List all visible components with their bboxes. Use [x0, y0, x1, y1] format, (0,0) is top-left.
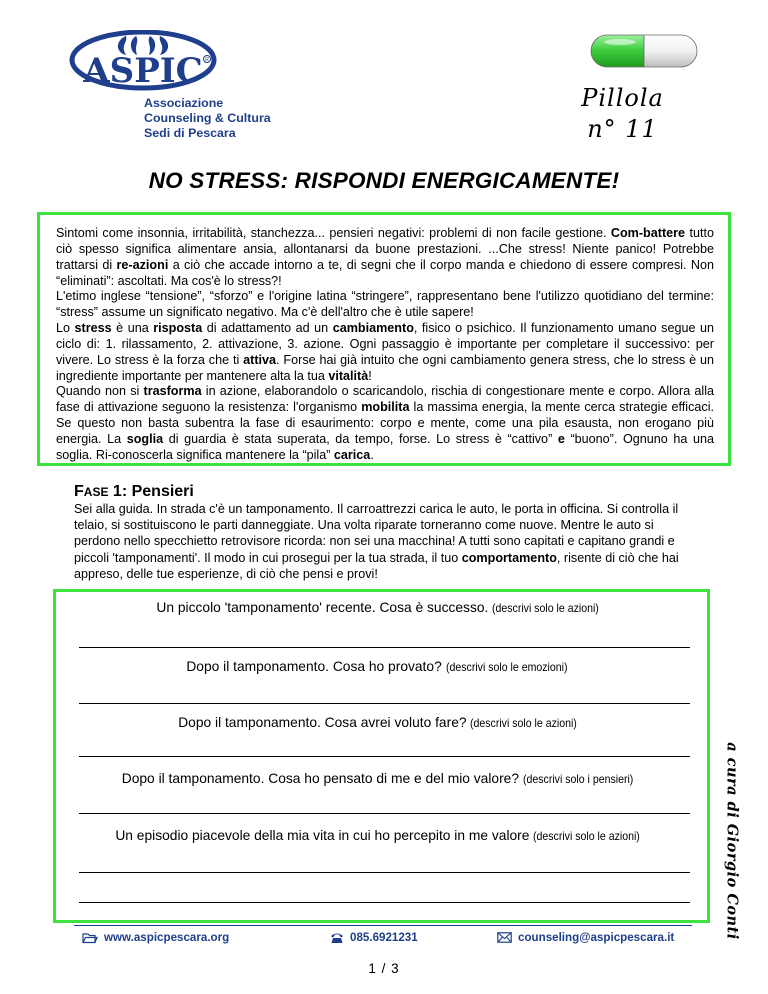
bold-text: carica	[333, 447, 371, 462]
text-run: Sei alla guida. In strada c'è un tamponamento. Il carroattrezzi carica le auto, le porta in officina. Si controlla il telaio, si sostituiscono le parti danneggiate. Una volta riparate torneranno come nuove. Mentre le auto si perdono nello specchietto retrovisore ricorda: non sei una macchina! A tutti sono capitati e capitano grandi e piccoli 'tamponamenti'. Il modo in cui prosegui per la tua strada, il tuo	[74, 502, 679, 565]
pillola-number: n° 11	[587, 115, 658, 143]
fase-text	[74, 501, 699, 582]
question-1-hint: (descrivi solo le azioni)	[492, 601, 600, 615]
pillola-label	[520, 83, 725, 145]
logo-subtitle	[144, 96, 271, 141]
question-3-text: Dopo il tamponamento. Cosa avrei voluto fare?	[178, 715, 467, 730]
text-run: di guardia è stata superata, da tempo, forse. Lo stress è “cattivo”	[163, 431, 558, 446]
bold-text: re-azioni	[116, 257, 169, 272]
text-run: Lo	[56, 321, 75, 336]
text-run: “buono”. Ognuno ha una soglia. Ri-conoscerla significa mantenere la “pila”	[56, 431, 714, 462]
envelope-icon	[497, 932, 512, 943]
question-5-text: Un episodio piacevole della mia vita in cui ho percepito in me valore	[115, 828, 530, 843]
answer-line-4[interactable]	[79, 813, 690, 814]
answer-line-2[interactable]	[79, 703, 690, 704]
intro-paragraph-1	[56, 226, 714, 289]
fase-title-initial: F	[74, 483, 84, 500]
text-run: in azione, elaborandolo o scaricandolo, rischia di congestionare mente e corpo. Allora alla fase di attivazione seguono la resistenza: l'organismo	[56, 384, 715, 415]
author-credit	[722, 742, 742, 940]
intro-paragraph-3	[56, 321, 714, 384]
text-run: a ciò che accade intorno a te, di segni che il corpo manda e chiedono di essere compresi. Non “eliminati”: ascoltati. Ma cos'è lo stress?!	[56, 257, 715, 288]
bold-text: mobilita	[361, 400, 410, 415]
question-4-hint: (descrivi solo i pensieri)	[522, 772, 634, 786]
intro-box	[37, 212, 731, 466]
text-run: , fisico o psichico. Il funzionamento umano segue un ciclo di: 1. rilassamento, 2. attivazione, 3. azione. Ogni passaggio è importante per completare il successivo: per vivere. Lo stress è la forza che ti	[56, 321, 714, 367]
text-run: .	[370, 447, 374, 462]
question-2-hint: (descrivi solo le emozioni)	[445, 660, 568, 674]
fase-title-number: 1: Pensieri	[112, 483, 194, 500]
answer-line-3[interactable]	[79, 756, 690, 757]
question-5-hint: (descrivi solo le azioni)	[533, 829, 641, 843]
question-5	[60, 828, 710, 843]
bold-text: stress	[74, 321, 112, 336]
page-title: NO STRESS: RISPONDI ENERGICAMENTE!	[148, 168, 620, 193]
bold-text: e	[557, 431, 565, 446]
footer-website[interactable]	[82, 931, 229, 944]
text-run: la massima energia, la mente cerca strategie efficaci. Se questo non basta subentra la fase di esaurimento: corpo e mente, come una pila esausta, non erogano più energia. La	[56, 400, 714, 446]
text-run: !	[368, 368, 372, 383]
folder-icon	[82, 932, 98, 944]
text-run: tutto ciò spesso significa alimentare ansia, allontanarsi da buone prestazioni. ...Che stress! Niente panico! Potrebbe trattarsi di	[56, 226, 714, 272]
footer-email[interactable]	[497, 931, 674, 944]
question-4-text: Dopo il tamponamento. Cosa ho pensato di me e del mio valore?	[121, 771, 520, 786]
text-run: Sintomi come insonnia, irritabilità, stanchezza... pensieri negativi: problemi di non facile gestione.	[56, 226, 611, 240]
bold-text: trasforma	[143, 384, 202, 399]
author-credit-text: a cura di Giorgio Conti	[723, 742, 741, 940]
svg-text:R: R	[205, 57, 209, 63]
text-run: è una	[111, 321, 154, 336]
answer-line-1[interactable]	[79, 647, 690, 648]
pillola-title: Pillola	[581, 84, 664, 112]
logo-sub-line-3: Sedi di Pescara	[144, 126, 236, 140]
question-3-hint: (descrivi solo le azioni)	[470, 716, 578, 730]
question-2-text: Dopo il tamponamento. Cosa ho provato?	[186, 659, 442, 674]
text-run: di adattamento ad un	[202, 321, 333, 336]
answer-line-6[interactable]	[79, 902, 690, 903]
footer-phone[interactable]	[330, 931, 418, 944]
logo-sub-line-1: Associazione	[144, 96, 224, 110]
bold-text: Com-battere	[610, 226, 686, 240]
bold-text: risposta	[153, 321, 203, 336]
text-run: Quando non si	[56, 384, 144, 399]
phone-icon	[330, 932, 344, 944]
bold-text: cambiamento	[332, 321, 414, 336]
logo-text: ASPIC	[83, 51, 203, 91]
footer-email-text[interactable]: counseling@aspicpescara.it	[518, 931, 675, 944]
bold-text: vitalità	[328, 368, 369, 383]
intro-paragraph-2	[56, 289, 714, 321]
footer-phone-text[interactable]: 085.6921231	[350, 931, 418, 944]
bold-text: attiva	[243, 352, 277, 367]
bold-text: comportamento	[461, 550, 557, 565]
bold-text: soglia	[126, 431, 164, 446]
page-number: 1 / 3	[368, 961, 400, 976]
logo-sub-line-2: Counseling & Cultura	[144, 111, 271, 125]
answer-line-5[interactable]	[79, 872, 690, 873]
fase-title	[74, 483, 194, 501]
fase-title-smallcaps: ASE	[83, 485, 109, 499]
footer-website-text[interactable]: www.aspicpescara.org	[104, 931, 230, 944]
question-2	[60, 659, 710, 674]
question-4	[60, 771, 710, 786]
text-run: L'etimo inglese “tensione”, “sforzo” e l'origine latina “stringere”, rappresentano bene l'utilizzo quotidiano del termine: “stress” assume un significato negativo. Ma c'è dell'altro che è utile sapere!	[56, 289, 714, 320]
aspic-logo	[68, 30, 298, 142]
text-run: . Forse hai già intuito che ogni cambiamento genera stress, che lo stress è un ingrediente importante per mantenere alta la tua	[56, 352, 714, 383]
question-1	[60, 600, 710, 615]
aspic-logo-graphic	[68, 30, 298, 100]
footer-divider	[74, 925, 692, 926]
question-1-text: Un piccolo 'tamponamento' recente. Cosa è successo.	[156, 600, 489, 615]
intro-paragraph-4	[56, 384, 714, 463]
question-3	[60, 715, 710, 730]
pill-icon	[590, 34, 698, 68]
text-run: , risente di ciò che hai appreso, delle tue esperienze, di ciò che pensi e provi!	[74, 550, 679, 581]
